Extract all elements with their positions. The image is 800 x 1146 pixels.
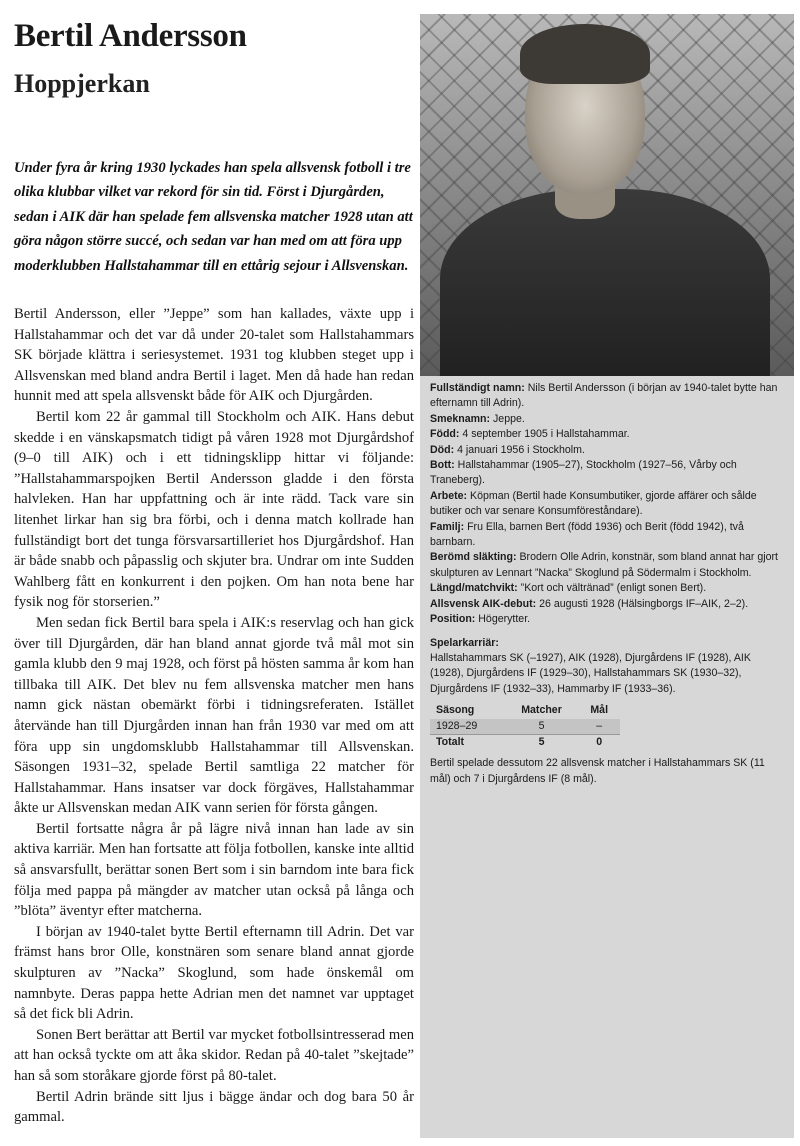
body-paragraph: Men sedan fick Bertil bara spela i AIK:s reservlag och han gick över till Djurgården, där han bland annat gjorde två mål mot sin gamla klubb den 9 maj 1928, och först på hösten samma år kom han tillbaka till AIK. Det blev nu fem allsvenska matcher men hans namn gick nästan obemärkt förbi i tidningsreferaten. Istället återvände han till Djurgården innan han från 1930 var med om att föra upp sin ungdomsklubb Hallstahammar till Allsvenskan. Säsongen 1931–32, spelade Bertil samtliga 22 matcher för Hallstahammar. Hans insatser var dock förgäves, Hallstahammar åkte ur Allsvenskan medan AIK vann serien för första gången. xyxy=(14,614,414,817)
fact-work: Arbete: Köpman (Bertil hade Konsumbutiker, gjorde affärer och sålde butiker och var senare Konsumföreståndare). xyxy=(430,489,757,518)
fact-full-name: Fullständigt namn: Nils Bertil Andersson (i början av 1940-talet bytte han efternamn till Adrin). xyxy=(430,382,778,410)
stats-table xyxy=(430,703,620,750)
portrait-photo xyxy=(420,14,794,376)
article-body xyxy=(14,304,414,1128)
body-paragraph: Bertil kom 22 år gammal till Stockholm och AIK. Hans debut skedde i en vänskapsmatch tidigt på våren 1928 mot Djurgårdshof (9–0 till AIK) och i ett tidningsklipp hittar vi följande: ”Hallstahammarspojken Bertil Andersson gladde i den första halvleken. Han har uppfattning och är inte rädd. Tack vare sin litenhet lirkar han sig bra förbi, och i denna match kollrade han fullständigt bort det tunga försvarsartilleriet hos Djurgårdshof. Han är både snabb och påpasslig och skjuter bra. Undrar om inte Sudden Wahlberg fått en konkurrent i den pojken. Om han nota bene har fysik nog för storserien.” xyxy=(14,409,414,611)
stats-header: Mål xyxy=(590,704,609,717)
fact-height-weight: Längd/matchvikt: ”Kort och vältränad” (enligt sonen Bert). xyxy=(430,582,707,595)
stats-cell: Totalt xyxy=(430,734,505,750)
body-paragraph: Bertil Andersson, eller ”Jeppe” som han kallades, växte upp i Hallstahammar och det var då under 20-talet som Hallstahammars SK började klättra i seriesystemet. 1931 tog klubben steget upp i Allsvenskan med bland andra Bertil i laget. Men då hade han redan hunnit med att spela allsvenskt både för AIK och Djurgården. xyxy=(14,306,414,405)
stats-cell: – xyxy=(578,719,620,735)
fact-famous-relative: Berömd släkting: Brodern Olle Adrin, konstnär, som bland annat har gjort skulpturen av Lennart ”Nacka” Skoglund på Södermalm i Stockholm. xyxy=(430,551,778,579)
fact-box xyxy=(420,376,794,1138)
article-column xyxy=(14,14,414,1128)
page-title: Bertil Andersson xyxy=(14,18,247,54)
fact-nickname: Smeknamn: Jeppe. xyxy=(430,412,525,425)
lead-paragraph: Under fyra år kring 1930 lyckades han spela allsvensk fotboll i tre olika klubbar vilket var rekord för sin tid. Först i Djurgården, sedan i AIK där han spelade fem allsvenska matcher 1928 utan att göra någon större succé, och sedan var han med om att föra upp moderklubben Hallstahammar till en ettårig sejour i Allsvenskan. xyxy=(14,160,413,274)
page-subtitle: Hoppjerkan xyxy=(14,69,150,98)
table-row xyxy=(430,719,620,735)
stats-cell: 5 xyxy=(505,734,579,750)
stats-header-row xyxy=(430,703,620,718)
stats-cell: 0 xyxy=(578,734,620,750)
stats-total-row xyxy=(430,734,620,750)
career-label: Spelarkarriär: xyxy=(430,636,499,649)
fact-aik-debut: Allsvensk AIK-debut: 26 augusti 1928 (Hälsingborgs IF–AIK, 2–2). xyxy=(430,597,749,610)
body-paragraph: I början av 1940-talet bytte Bertil efternamn till Adrin. Det var främst hans bror Olle, konstnären som senare bland annat gjorde skulpturen av ”Nacka” Skoglund, som hade önskemål om namnbyte. Deras pappa hette Adrian men det namnet var upptaget så det fick bli Adrin. xyxy=(14,923,414,1023)
body-paragraph: Sonen Bert berättar att Bertil var mycket fotbollsintresserad men att han också tyckte om att åka skidor. Redan på 40-talet ”skejtade” han så som storåkare gjorde först på 80-talet. xyxy=(14,1026,414,1084)
stats-header: Säsong xyxy=(436,704,475,717)
fact-family: Familj: Fru Ella, barnen Bert (född 1936) och Berit (född 1942), två barnbarn. xyxy=(430,520,744,549)
fact-died: Död: 4 januari 1956 i Stockholm. xyxy=(430,443,585,456)
career-text: Hallstahammars SK (–1927), AIK (1928), Djurgårdens IF (1928), AIK (1928), Djurgårdens IF (1929–30), Hallstahammars SK (1930–32), Djurgårdens IF (1932–33), Hammarby IF (1933–36). xyxy=(430,651,751,695)
fact-born: Född: 4 september 1905 i Hallstahammar. xyxy=(430,428,630,441)
body-paragraph: Bertil fortsatte några år på lägre nivå innan han lade av sin aktiva karriär. Men han fortsatte att följa fotbollen, kanske inte alltid så ansvarsfullt, berättar sonen Bert som i sin barndom inte bara fick följa med pappa på mängder av matcher utan också på långa och ”blöta” äventyr efter matcherna. xyxy=(14,820,414,920)
fact-position: Position: Högerytter. xyxy=(430,613,531,626)
photo-shirt xyxy=(440,189,770,376)
body-paragraph: Bertil Adrin brände sitt ljus i bägge ändar och dog bara 50 år gammal. xyxy=(14,1088,414,1126)
stats-cell: 1928–29 xyxy=(430,719,505,735)
stats-note: Bertil spelade dessutom 22 allsvensk matcher i Hallstahammars SK (11 mål) och 7 i Djurgårdens IF (8 mål). xyxy=(430,757,765,785)
stats-cell: 5 xyxy=(505,719,579,735)
stats-header: Matcher xyxy=(521,704,562,717)
photo-hair xyxy=(520,24,650,84)
fact-lived: Bott: Hallstahammar (1905–27), Stockholm (1927–56, Vårby och Traneberg). xyxy=(430,459,737,487)
